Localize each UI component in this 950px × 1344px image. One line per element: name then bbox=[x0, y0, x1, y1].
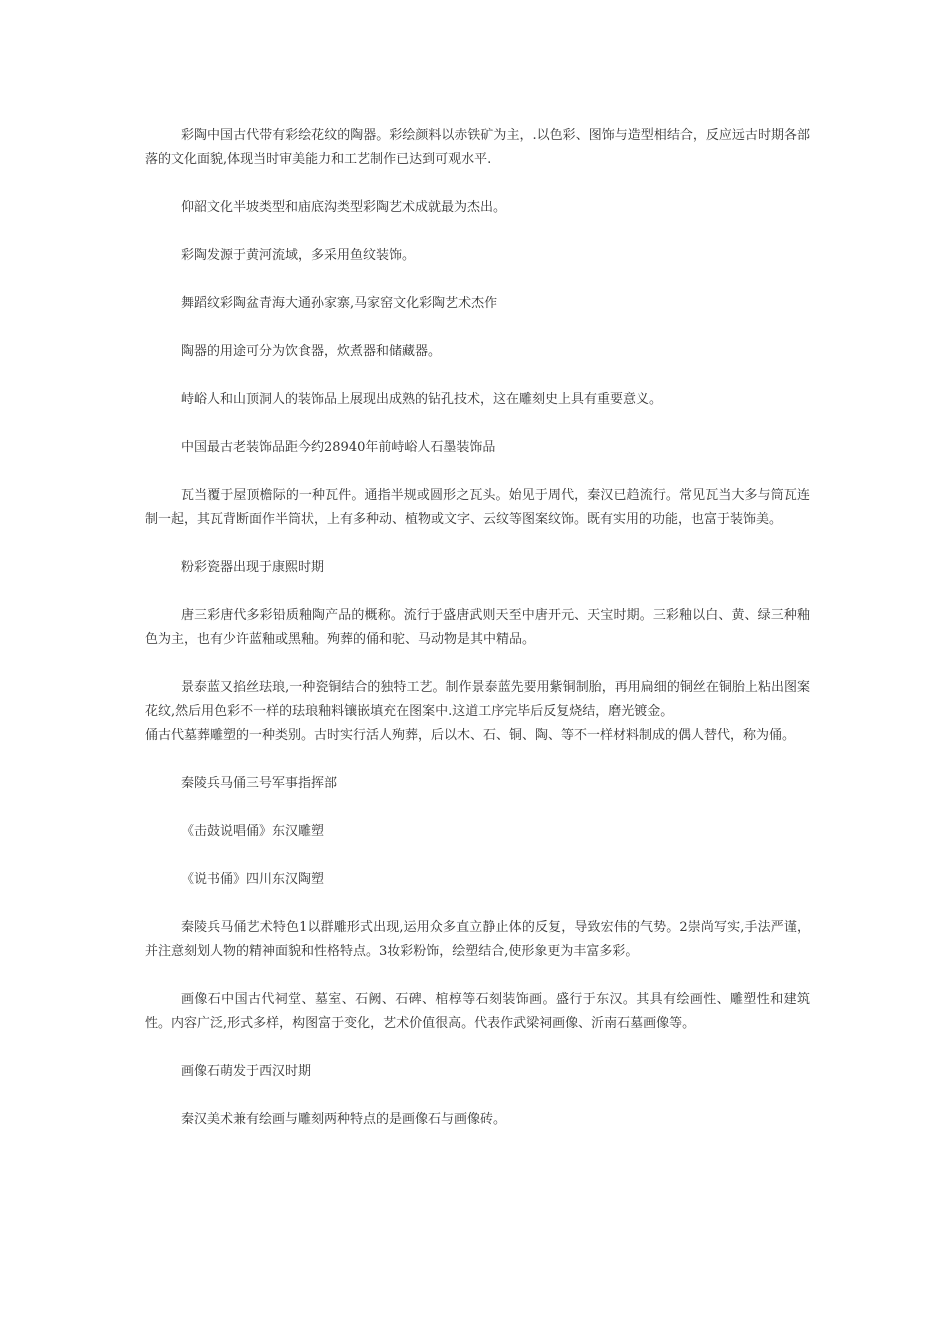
paragraph-terracotta-features: 秦陵兵马俑艺术特色1以群雕形式出现,运用众多直立静止体的反复，导致宏伟的气势。2崇尚写实,手法严谨，并注意刻划人物的精神面貌和性格特点。3妆彩粉饰，绘塑结合,使形象更为丰富多彩。 bbox=[145, 920, 810, 959]
document-body bbox=[145, 124, 810, 1156]
paragraph-yellow-river: 彩陶发源于黄河流域，多采用鱼纹装饰。 bbox=[181, 248, 416, 263]
paragraph-oldest-ornament: 中国最古老装饰品距今约28940年前峙峪人石墨装饰品 bbox=[181, 440, 496, 455]
paragraph-yangshao: 仰韶文化半坡类型和庙底沟类型彩陶艺术成就最为杰出。 bbox=[181, 200, 507, 215]
paragraph-cloisonne: 景泰蓝又掐丝珐琅,一种瓷铜结合的独特工艺。制作景泰蓝先要用紫铜制胎，再用扁细的铜丝在铜胎上粘出图案花纹,然后用色彩不一样的珐琅釉料镶嵌填充在图案中.这道工序完毕后反复烧结，磨光镀金。 bbox=[145, 680, 810, 719]
paragraph-drilling: 峙峪人和山顶洞人的装饰品上展现出成熟的钻孔技术，这在雕刻史上具有重要意义。 bbox=[181, 392, 663, 407]
paragraph-dance-basin: 舞蹈纹彩陶盆青海大通孙家寨,马家窑文化彩陶艺术杰作 bbox=[181, 296, 498, 311]
paragraph-qin-han-art: 秦汉美术兼有绘画与雕刻两种特点的是画像石与画像砖。 bbox=[181, 1112, 507, 1127]
paragraph-drum-storyteller: 《击鼓说唱俑》东汉雕塑 bbox=[181, 824, 325, 839]
paragraph-tang-sancai: 唐三彩唐代多彩铅质釉陶产品的概称。流行于盛唐武则天至中唐开元、天宝时期。三彩釉以白、黄、绿三种釉色为主，也有少许蓝釉或黑釉。殉葬的俑和驼、马动物是其中精品。 bbox=[145, 608, 810, 647]
paragraph-famille-rose: 粉彩瓷器出现于康熙时期 bbox=[181, 560, 325, 575]
paragraph-terracotta-command: 秦陵兵马俑三号军事指挥部 bbox=[181, 776, 338, 791]
paragraph-stone-relief: 画像石中国古代祠堂、墓室、石阙、石碑、棺椁等石刻装饰画。盛行于东汉。其具有绘画性、雕塑性和建筑性。内容广泛,形式多样，构图富于变化，艺术价值很高。代表作武梁祠画像、沂南石墓画像等。 bbox=[145, 992, 810, 1031]
paragraph-figurine: 俑古代墓葬雕塑的一种类别。古时实行活人殉葬，后以木、石、铜、陶、等不一样材料制成的偶人替代，称为俑。 bbox=[145, 728, 796, 743]
paragraph-painted-pottery: 彩陶中国古代带有彩绘花纹的陶器。彩绘颜料以赤铁矿为主，.以色彩、图饰与造型相结合，反应远古时期各部落的文化面貌,体现当时审美能力和工艺制作已达到可观水平. bbox=[145, 128, 810, 167]
paragraph-stone-relief-origin: 画像石萌发于西汉时期 bbox=[181, 1064, 312, 1079]
paragraph-tile-end: 瓦当覆于屋顶檐际的一种瓦件。通指半规或圆形之瓦头。始见于周代，秦汉已趋流行。常见瓦当大多与筒瓦连制一起，其瓦背断面作半筒状，上有多种动、植物或文字、云纹等图案纹饰。既有实用的功能，也富于装饰美。 bbox=[145, 488, 810, 527]
paragraph-pottery-uses: 陶器的用途可分为饮食器，炊煮器和储藏器。 bbox=[181, 344, 442, 359]
paragraph-storyteller-figurine: 《说书俑》四川东汉陶塑 bbox=[181, 872, 325, 887]
